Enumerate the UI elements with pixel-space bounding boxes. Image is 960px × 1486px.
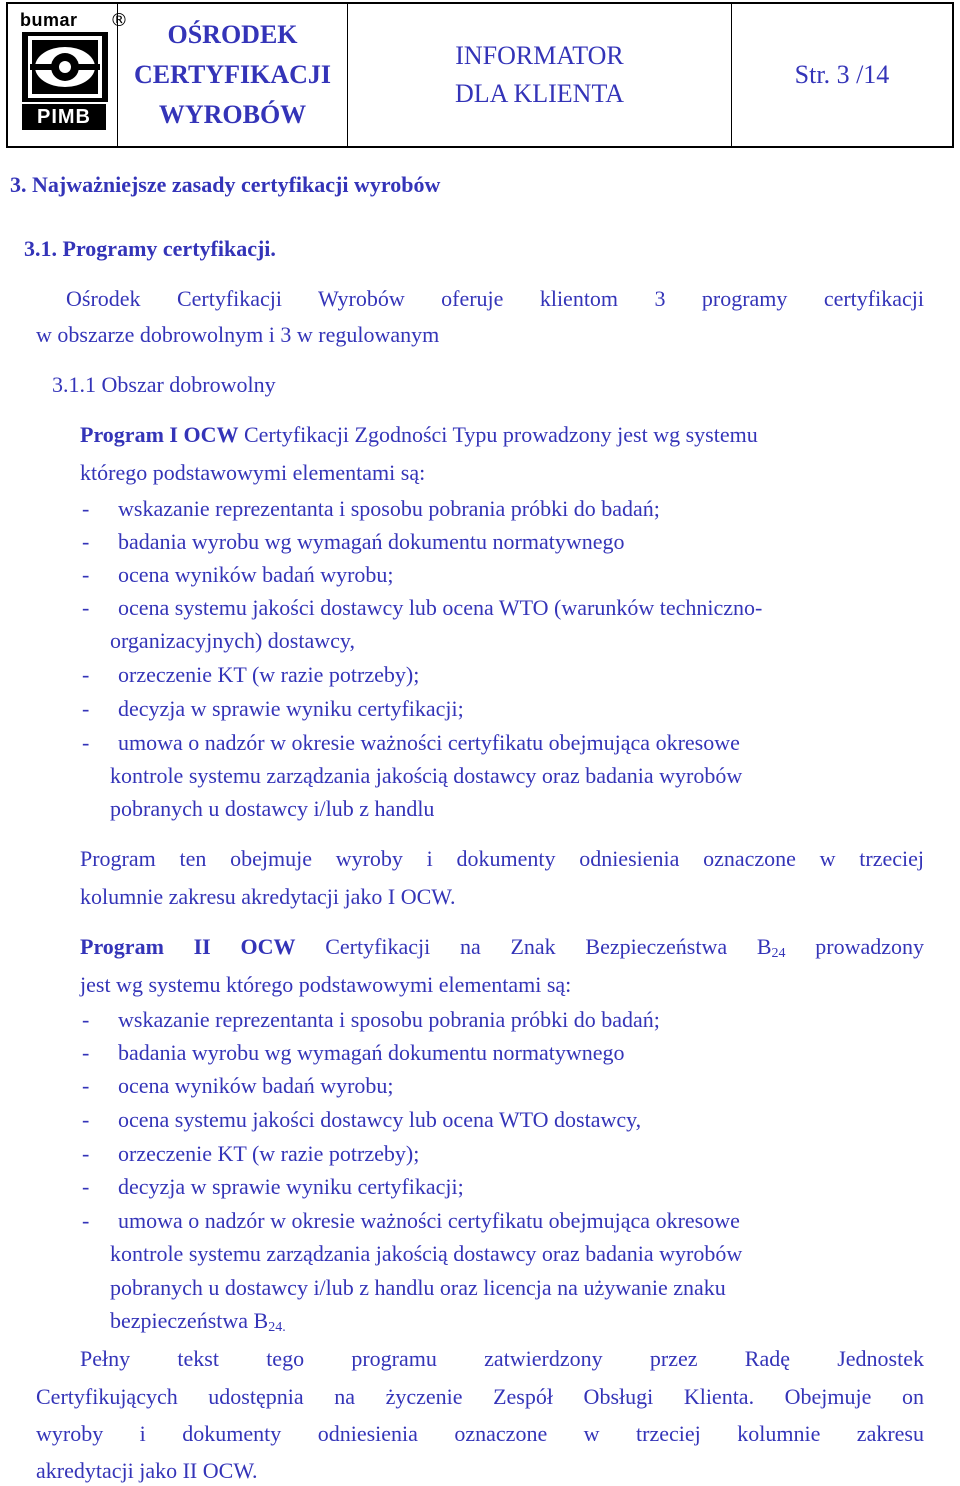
org-line-1: OŚRODEK [167,20,298,49]
list-1-dash: - [82,730,90,755]
final-paragraph-line-4: akredytacji jako II OCW. [36,1458,258,1483]
list-2-dash: - [82,1141,90,1166]
list-2-dash: - [82,1040,90,1065]
list-2-dash: - [82,1007,90,1032]
intro-line-2: w obszarze dobrowolnym i 3 w regulowanym [36,322,440,347]
list-2-dash: - [82,1073,90,1098]
program-1-intro [80,422,758,448]
list-item-continuation: pobranych u dostawcy i/lub z handlu [110,796,435,821]
logo-registered-mark: ® [110,10,128,31]
list-item-text: bezpieczeństwa B [110,1308,269,1333]
list-item: ocena systemu jakości dostawcy lub ocena WTO dostawcy, [118,1107,642,1132]
document-header [6,2,954,148]
list-1-dash: - [82,595,90,620]
list-item: orzeczenie KT (w razie potrzeby); [118,662,420,687]
final-paragraph-line-3: wyroby i dokumenty odniesienia oznaczone w trzeciej kolumnie zakresu [36,1421,924,1446]
program-2-desc: Certyfikacji na Znak Bezpieczeństwa B [295,934,772,959]
page-number-cell [732,4,952,146]
program-1-note-line-2: kolumnie zakresu akredytacji jako I OCW. [80,884,456,909]
logo-cell [8,4,128,146]
eye-logo-icon [22,32,108,102]
program-1-name: Program I OCW [80,422,239,447]
logo-subtext: PIMB [22,104,106,130]
program-2-tail: prowadzony [785,934,924,959]
list-item: umowa o nadzór w okresie ważności certyfikatu obejmująca okresowe [118,1208,740,1233]
program-2-subscript: 24 [771,946,786,961]
list-2-dash: - [82,1107,90,1132]
list-item-continuation: kontrole systemu zarządzania jakością dostawcy oraz badania wyrobów [110,763,743,788]
program-1-note-line-1: Program ten obejmuje wyroby i dokumenty odniesienia oznaczone w trzeciej [80,846,924,871]
list-2-dash: - [82,1174,90,1199]
list-1-dash: - [82,496,90,521]
doc-title-line-1: INFORMATOR [455,41,624,70]
final-paragraph-line-1: Pełny tekst tego programu zatwierdzony przez Radę Jednostek [80,1346,924,1371]
list-item-subscript: 24. [268,1320,286,1335]
list-item-continuation: kontrole systemu zarządzania jakością dostawcy oraz badania wyrobów [110,1241,743,1266]
list-item: wskazanie reprezentanta i sposobu pobrania próbki do badań; [118,1007,660,1032]
intro-line-1: Ośrodek Certyfikacji Wyrobów oferuje klientom 3 programy certyfikacji [66,286,924,311]
list-item: ocena wyników badań wyrobu; [118,562,394,587]
list-item: ocena wyników badań wyrobu; [118,1073,394,1098]
list-1-dash: - [82,662,90,687]
list-2-dash: - [82,1208,90,1233]
list-item-continuation [110,1308,286,1334]
document-title-cell [348,4,732,146]
list-item: umowa o nadzór w okresie ważności certyfikatu obejmująca okresowe [118,730,740,755]
list-item: decyzja w sprawie wyniku certyfikacji; [118,1174,464,1199]
section-heading-3-1: 3.1. Programy certyfikacji. [24,236,276,261]
list-1-dash: - [82,562,90,587]
doc-title-line-2: DLA KLIENTA [454,79,625,108]
org-line-3: WYROBÓW [158,100,307,129]
program-2-intro [80,934,924,960]
list-item: wskazanie reprezentanta i sposobu pobrania próbki do badań; [118,496,660,521]
org-line-2: CERTYFIKACJI [134,60,331,89]
list-item: decyzja w sprawie wyniku certyfikacji; [118,696,464,721]
page-number: Str. 3 /14 [794,60,890,89]
program-2-name: Program II OCW [80,934,296,959]
list-item: badania wyrobu wg wymagań dokumentu normatywnego [118,529,625,554]
list-1-dash: - [82,696,90,721]
section-heading-3: 3. Najważniejsze zasady certyfikacji wyrobów [10,172,441,197]
list-item: badania wyrobu wg wymagań dokumentu normatywnego [118,1040,625,1065]
list-1-dash: - [82,529,90,554]
program-1-line-2: którego podstawowymi elementami są: [80,460,426,485]
logo-brand: bumar [20,10,78,30]
list-item: ocena systemu jakości dostawcy lub ocena WTO (warunków techniczno- [118,595,763,620]
list-item-continuation: organizacyjnych) dostawcy, [110,628,355,653]
final-paragraph-line-2: Certyfikujących udostępnia na życzenie Zespół Obsługi Klienta. Obejmuje on [36,1384,924,1409]
program-1-desc: Certyfikacji Zgodności Typu prowadzony jest wg systemu [238,422,758,447]
section-heading-3-1-1: 3.1.1 Obszar dobrowolny [52,372,276,397]
organization-cell [118,4,348,146]
program-2-line-2: jest wg systemu którego podstawowymi elementami są: [80,972,572,997]
list-item-continuation: pobranych u dostawcy i/lub z handlu oraz licencja na używanie znaku [110,1275,726,1300]
list-item: orzeczenie KT (w razie potrzeby); [118,1141,420,1166]
